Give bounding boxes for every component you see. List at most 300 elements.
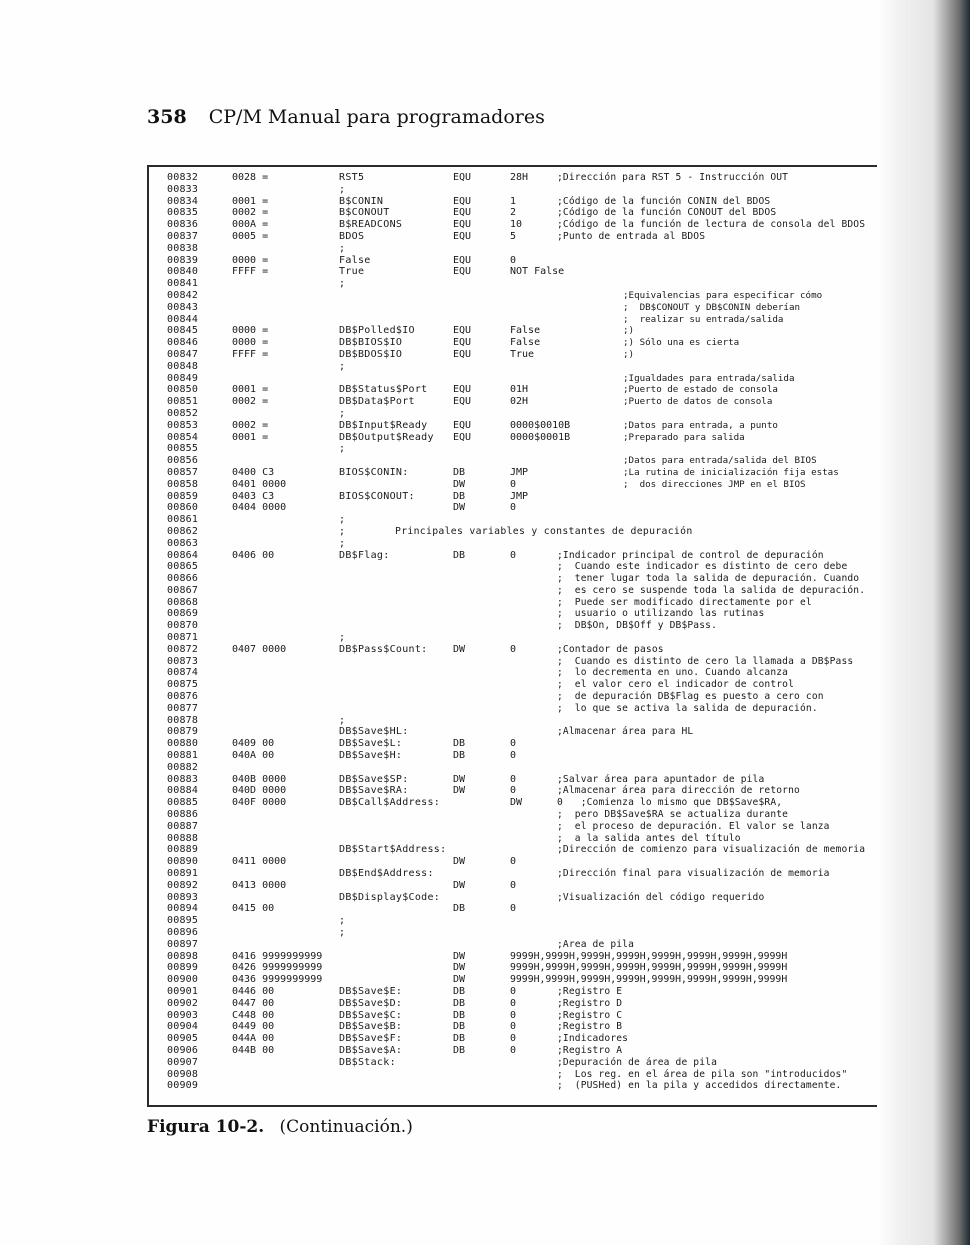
comment: ;Dirección para RST 5 - Instrucción OUT — [557, 172, 789, 183]
comment: ;) Sólo una es cierta — [623, 337, 740, 349]
comment: ; DB$CONOUT y DB$CONIN deberían — [623, 301, 801, 313]
address-code: 0028 = — [232, 172, 269, 183]
comment: ; a la salida antes del título — [557, 832, 741, 844]
listing-line — [167, 915, 887, 927]
label: ; — [339, 242, 346, 254]
line-number: 00890 — [167, 856, 199, 868]
operand: 0 — [510, 549, 517, 561]
listing-line — [167, 196, 887, 208]
comment: ;Igualdades para entrada/salida — [623, 372, 795, 384]
listing-line — [167, 632, 887, 644]
address-code: 0002 = — [232, 396, 269, 408]
listing-line — [167, 797, 887, 809]
line-number: 00901 — [167, 985, 199, 997]
listing-line — [167, 656, 887, 668]
listing-line — [167, 608, 887, 620]
opcode: EQU — [453, 337, 472, 349]
opcode: EQU — [453, 266, 472, 278]
address-code: 0406 00 — [232, 549, 275, 561]
listing-line — [167, 1080, 887, 1092]
opcode: DW — [453, 856, 466, 868]
listing-line — [167, 255, 887, 267]
line-number: 00850 — [167, 384, 199, 396]
listing-line — [167, 1069, 887, 1081]
line-number: 00844 — [167, 313, 199, 325]
listing-line — [167, 844, 887, 856]
line-number: 00848 — [167, 360, 199, 372]
comment: ;) — [623, 348, 635, 360]
line-number: 00899 — [167, 962, 199, 974]
label: DB$Input$Ready — [339, 419, 428, 431]
label: RST5 — [339, 172, 365, 183]
opcode: DB — [453, 490, 466, 502]
comment: ;Depuración de área de pila — [557, 1056, 717, 1068]
operand: 0 — [510, 903, 517, 915]
address-code: C448 00 — [232, 1009, 275, 1021]
address-code: 0415 00 — [232, 903, 275, 915]
listing-line — [167, 479, 887, 491]
operand: 28H — [510, 172, 529, 183]
label: False — [339, 254, 371, 266]
label: ; — [339, 915, 346, 927]
comment: ; lo que se activa la salida de depuración. — [557, 702, 818, 714]
label: DB$Save$B: — [339, 1021, 403, 1033]
address-code: 0416 9999999999 — [232, 950, 323, 962]
line-number: 00900 — [167, 974, 199, 986]
address-code: 0403 C3 — [232, 490, 275, 502]
label: DB$Status$Port — [339, 384, 428, 396]
listing-line — [167, 207, 887, 219]
label: ; — [339, 443, 346, 455]
section-title: Principales variables y constantes de depuración — [395, 525, 693, 537]
label: ; — [339, 537, 346, 549]
opcode: DB — [453, 750, 466, 762]
comment: ; realizar su entrada/salida — [623, 313, 784, 325]
listing-line — [167, 1010, 887, 1022]
comment: ;Puerto de estado de consola — [623, 384, 778, 396]
line-number: 00858 — [167, 478, 199, 490]
comment: ;Datos para entrada/salida del BIOS — [623, 455, 817, 467]
operand: 0 — [510, 478, 517, 490]
listing-line — [167, 927, 887, 939]
listing-line — [167, 514, 887, 526]
address-code: 044A 00 — [232, 1033, 275, 1045]
line-number: 00880 — [167, 738, 199, 750]
operand: 0 — [510, 773, 517, 785]
line-number: 00866 — [167, 573, 199, 585]
line-number: 00905 — [167, 1033, 199, 1045]
opcode: EQU — [453, 172, 472, 183]
line-number: 00854 — [167, 431, 199, 443]
comment: ;Puerto de datos de consola — [623, 396, 773, 408]
line-number: 00891 — [167, 868, 199, 880]
comment: ; pero DB$Save$RA se actualiza durante — [557, 809, 789, 821]
listing-line — [167, 726, 887, 738]
comment: ;Visualización del código requerido — [557, 891, 765, 903]
listing-line — [167, 951, 887, 963]
opcode: DW — [453, 643, 466, 655]
label: DB$Start$Address: — [339, 844, 447, 856]
line-number: 00894 — [167, 903, 199, 915]
listing-line — [167, 868, 887, 880]
comment: ;Dirección final para visualización de memoria — [557, 868, 830, 880]
opcode: DW — [453, 950, 466, 962]
listing-line — [167, 231, 887, 243]
comment: ;Registro B — [557, 1021, 623, 1033]
operand: True — [510, 348, 535, 360]
address-code: 040F 0000 — [232, 797, 287, 809]
listing-line — [167, 998, 887, 1010]
label: B$CONIN — [339, 195, 384, 207]
line-number: 00838 — [167, 242, 199, 254]
line-number: 00852 — [167, 407, 199, 419]
comment: ; lo decrementa en uno. Cuando alcanza — [557, 667, 789, 679]
listing-line — [167, 455, 887, 467]
label: DB$Save$D: — [339, 997, 403, 1009]
line-number: 00888 — [167, 832, 199, 844]
label: DB$Save$C: — [339, 1009, 403, 1021]
line-number: 00861 — [167, 514, 199, 526]
opcode: EQU — [453, 419, 472, 431]
operand: 10 — [510, 219, 523, 231]
line-number: 00881 — [167, 750, 199, 762]
opcode: EQU — [453, 254, 472, 266]
listing-line — [167, 974, 887, 986]
line-number: 00902 — [167, 997, 199, 1009]
line-number: 00908 — [167, 1068, 199, 1080]
label: ; — [339, 927, 346, 938]
listing-line — [167, 750, 887, 762]
comment: ;Punto de entrada al BDOS — [557, 230, 706, 242]
line-number: 00892 — [167, 879, 199, 891]
operand: 0 — [510, 643, 517, 655]
listing-line — [167, 373, 887, 385]
comment: ;Código de la función CONOUT del BDOS — [557, 207, 777, 219]
label: DB$Save$RA: — [339, 785, 409, 797]
address-code: 0001 = — [232, 195, 269, 207]
figure-label: Figura 10-2. — [147, 1117, 265, 1137]
listing-line — [167, 821, 887, 833]
label: ; — [339, 407, 346, 419]
opcode: DB — [453, 738, 466, 750]
line-number: 00886 — [167, 809, 199, 821]
line-number: 00898 — [167, 950, 199, 962]
listing-line — [167, 573, 887, 585]
comment: ;Indicador principal de control de depuración — [557, 549, 824, 561]
listing-line — [167, 550, 887, 562]
listing-line — [167, 361, 887, 373]
line-number: 00840 — [167, 266, 199, 278]
opcode: EQU — [453, 195, 472, 207]
listing-line — [167, 644, 887, 656]
address-code: 0001 = — [232, 384, 269, 396]
label: B$CONOUT — [339, 207, 390, 219]
operand: False — [510, 337, 541, 349]
listing-line — [167, 939, 887, 951]
address-code: 0002 = — [232, 419, 269, 431]
address-code: 0000 = — [232, 254, 269, 266]
label: ; — [339, 514, 346, 526]
operand-list: 9999H,9999H,9999H,9999H,9999H,9999H,9999H,9999H — [510, 950, 788, 962]
line-number: 00887 — [167, 820, 199, 832]
operand: 0 — [510, 1044, 517, 1056]
comment: ; es cero se suspende toda la salida de depuración. — [557, 584, 866, 596]
line-number: 00853 — [167, 419, 199, 431]
comment: 0 ;Comienza lo mismo que DB$Save$RA, — [557, 797, 783, 809]
line-number: 00859 — [167, 490, 199, 502]
opcode: DB — [453, 903, 466, 915]
address-code: 0426 9999999999 — [232, 962, 323, 974]
operand: 0000$0001B — [510, 431, 571, 443]
listing-line — [167, 1033, 887, 1045]
line-number: 00834 — [167, 195, 199, 207]
line-number: 00885 — [167, 797, 199, 809]
operand: 1 — [510, 195, 517, 207]
book-title: CP/M Manual para programadores — [208, 106, 545, 128]
address-code: 0005 = — [232, 230, 269, 242]
comment: ; Los reg. en el área de pila son "introducidos" — [557, 1068, 848, 1080]
line-number: 00867 — [167, 584, 199, 596]
label: DB$BIOS$IO — [339, 337, 403, 349]
label: DB$Save$H: — [339, 750, 403, 762]
opcode: DB — [453, 985, 466, 997]
address-code: FFFF = — [232, 266, 269, 278]
address-code: 000A = — [232, 219, 269, 231]
comment: ; (PUSHed) en la pila y accedidos directamente. — [557, 1080, 842, 1092]
label: DB$Output$Ready — [339, 431, 434, 443]
address-code: 0404 0000 — [232, 502, 287, 514]
listing-line — [167, 597, 887, 609]
line-number: 00843 — [167, 301, 199, 313]
line-number: 00839 — [167, 254, 199, 266]
operand: NOT False — [510, 266, 565, 278]
operand: 0 — [510, 1033, 517, 1045]
comment: ;Registro E — [557, 985, 623, 997]
line-number: 00893 — [167, 891, 199, 903]
line-number: 00837 — [167, 230, 199, 242]
operand: 0 — [510, 502, 517, 514]
line-number: 00847 — [167, 348, 199, 360]
line-number: 00878 — [167, 714, 199, 726]
line-number: 00864 — [167, 549, 199, 561]
page-number: 358 — [147, 106, 187, 128]
line-number: 00846 — [167, 337, 199, 349]
figure-caption — [147, 1117, 413, 1137]
address-code: 0407 0000 — [232, 643, 287, 655]
address-code: 0436 9999999999 — [232, 974, 323, 986]
listing-line — [167, 774, 887, 786]
listing-line — [167, 290, 887, 302]
opcode: DW — [453, 502, 466, 514]
opcode: DB — [453, 466, 466, 478]
label: DB$BDOS$IO — [339, 348, 403, 360]
comment: ; de depuración DB$Flag es puesto a cero con — [557, 691, 824, 703]
line-number: 00906 — [167, 1044, 199, 1056]
listing-line — [167, 266, 887, 278]
opcode: DW — [453, 773, 466, 785]
code-listing — [167, 172, 887, 1092]
opcode: DW — [453, 974, 466, 986]
operand: 0000$0010B — [510, 419, 571, 431]
address-code: 0000 = — [232, 337, 269, 349]
line-number: 00833 — [167, 183, 199, 195]
line-number: 00860 — [167, 502, 199, 514]
operand: 0 — [510, 738, 517, 750]
line-number: 00836 — [167, 219, 199, 231]
listing-line — [167, 667, 887, 679]
line-number: 00907 — [167, 1056, 199, 1068]
operand: JMP — [510, 490, 529, 502]
comment: ;Preparado para salida — [623, 431, 745, 443]
comment: ;Registro D — [557, 997, 623, 1009]
opcode: DB — [453, 549, 466, 561]
line-number: 00856 — [167, 455, 199, 467]
label: ; — [339, 183, 346, 195]
listing-line — [167, 302, 887, 314]
line-number: 00879 — [167, 726, 199, 738]
operand: 0 — [510, 997, 517, 1009]
address-code: 0401 0000 — [232, 478, 287, 490]
listing-line — [167, 384, 887, 396]
label: DB$Save$A: — [339, 1044, 403, 1056]
line-number: 00868 — [167, 596, 199, 608]
listing-line — [167, 715, 887, 727]
listing-line — [167, 538, 887, 550]
opcode: EQU — [453, 384, 472, 396]
operand: 0 — [510, 785, 517, 797]
opcode: DW — [453, 962, 466, 974]
listing-line — [167, 703, 887, 715]
address-code: 0446 00 — [232, 985, 275, 997]
opcode: DB — [453, 1021, 466, 1033]
listing-line — [167, 396, 887, 408]
comment: ;Código de la función CONIN del BDOS — [557, 195, 771, 207]
opcode: DW — [453, 879, 466, 891]
line-number: 00876 — [167, 691, 199, 703]
listing-line — [167, 502, 887, 514]
label: ; — [339, 360, 346, 372]
address-code: 0400 C3 — [232, 466, 275, 478]
line-number: 00832 — [167, 172, 199, 183]
label: True — [339, 266, 365, 278]
operand: 0 — [510, 254, 517, 266]
operand: 0 — [510, 856, 517, 868]
operand: 01H — [510, 384, 529, 396]
label: ; — [339, 278, 346, 290]
listing-line — [167, 892, 887, 904]
comment: ;Dirección de comienzo para visualización de memoria — [557, 844, 866, 856]
comment: ;Area de pila — [557, 938, 635, 950]
operand: DW — [510, 797, 523, 809]
listing-line — [167, 880, 887, 892]
comment: ;Almacenar área para dirección de retorno — [557, 785, 800, 797]
address-code: 0002 = — [232, 207, 269, 219]
opcode: EQU — [453, 207, 472, 219]
line-number: 00872 — [167, 643, 199, 655]
comment: ;La rutina de inicialización fija estas — [623, 466, 839, 478]
address-code: 0447 00 — [232, 997, 275, 1009]
listing-line — [167, 467, 887, 479]
page-edge-shadow — [878, 0, 970, 1245]
label: BIOS$CONIN: — [339, 466, 409, 478]
opcode: DB — [453, 997, 466, 1009]
operand: 0 — [510, 750, 517, 762]
comment: ; Cuando este indicador es distinto de cero debe — [557, 561, 848, 573]
address-code: 040B 0000 — [232, 773, 287, 785]
comment: ;Código de la función de lectura de consola del BDOS — [557, 219, 866, 231]
label: DB$Save$F: — [339, 1033, 403, 1045]
listing-line — [167, 325, 887, 337]
comment: ;Registro A — [557, 1044, 623, 1056]
opcode: EQU — [453, 396, 472, 408]
listing-line — [167, 526, 887, 538]
listing-line — [167, 349, 887, 361]
listing-line — [167, 337, 887, 349]
line-number: 00841 — [167, 278, 199, 290]
operand: 0 — [510, 1009, 517, 1021]
line-number: 00851 — [167, 396, 199, 408]
comment: ; el proceso de depuración. El valor se lanza — [557, 820, 830, 832]
comment: ; tener lugar toda la salida de depuración. Cuando — [557, 573, 860, 585]
address-code: 0409 00 — [232, 738, 275, 750]
operand: 0 — [510, 985, 517, 997]
label: DB$Call$Address: — [339, 797, 441, 809]
address-code: 0413 0000 — [232, 879, 287, 891]
operand: 5 — [510, 230, 517, 242]
listing-line — [167, 219, 887, 231]
listing-line — [167, 785, 887, 797]
line-number: 00896 — [167, 927, 199, 938]
operand: 2 — [510, 207, 517, 219]
listing-line — [167, 809, 887, 821]
listing-line — [167, 243, 887, 255]
line-number: 00903 — [167, 1009, 199, 1021]
line-number: 00845 — [167, 325, 199, 337]
listing-line — [167, 408, 887, 420]
comment: ; usuario o utilizando las rutinas — [557, 608, 765, 620]
listing-line — [167, 856, 887, 868]
operand: JMP — [510, 466, 529, 478]
line-number: 00897 — [167, 938, 199, 950]
opcode: DW — [453, 478, 466, 490]
figure-caption-text: (Continuación.) — [279, 1117, 413, 1137]
label: DB$Pass$Count: — [339, 643, 428, 655]
line-number: 00884 — [167, 785, 199, 797]
label: DB$Save$L: — [339, 738, 403, 750]
listing-line — [167, 903, 887, 915]
operand: False — [510, 325, 541, 337]
line-number: 00835 — [167, 207, 199, 219]
comment: ; Puede ser modificado directamente por el — [557, 596, 812, 608]
listing-line — [167, 585, 887, 597]
opcode: DW — [453, 785, 466, 797]
comment: ; DB$On, DB$Off y DB$Pass. — [557, 620, 717, 632]
label: B$READCONS — [339, 219, 403, 231]
label: DB$Polled$IO — [339, 325, 415, 337]
comment: ;Equivalencias para especificar cómo — [623, 289, 823, 301]
line-number: 00873 — [167, 655, 199, 667]
label: ; — [339, 632, 346, 644]
line-number: 00862 — [167, 525, 199, 537]
opcode: EQU — [453, 348, 472, 360]
operand-list: 9999H,9999H,9999H,9999H,9999H,9999H,9999H,9999H — [510, 974, 788, 986]
label: DB$End$Address: — [339, 868, 434, 880]
label: DB$Save$SP: — [339, 773, 409, 785]
operand-list: 9999H,9999H,9999H,9999H,9999H,9999H,9999H,9999H — [510, 962, 788, 974]
listing-line — [167, 184, 887, 196]
comment: ;Salvar área para apuntador de pila — [557, 773, 765, 785]
comment: ; el valor cero el indicador de control — [557, 679, 795, 691]
